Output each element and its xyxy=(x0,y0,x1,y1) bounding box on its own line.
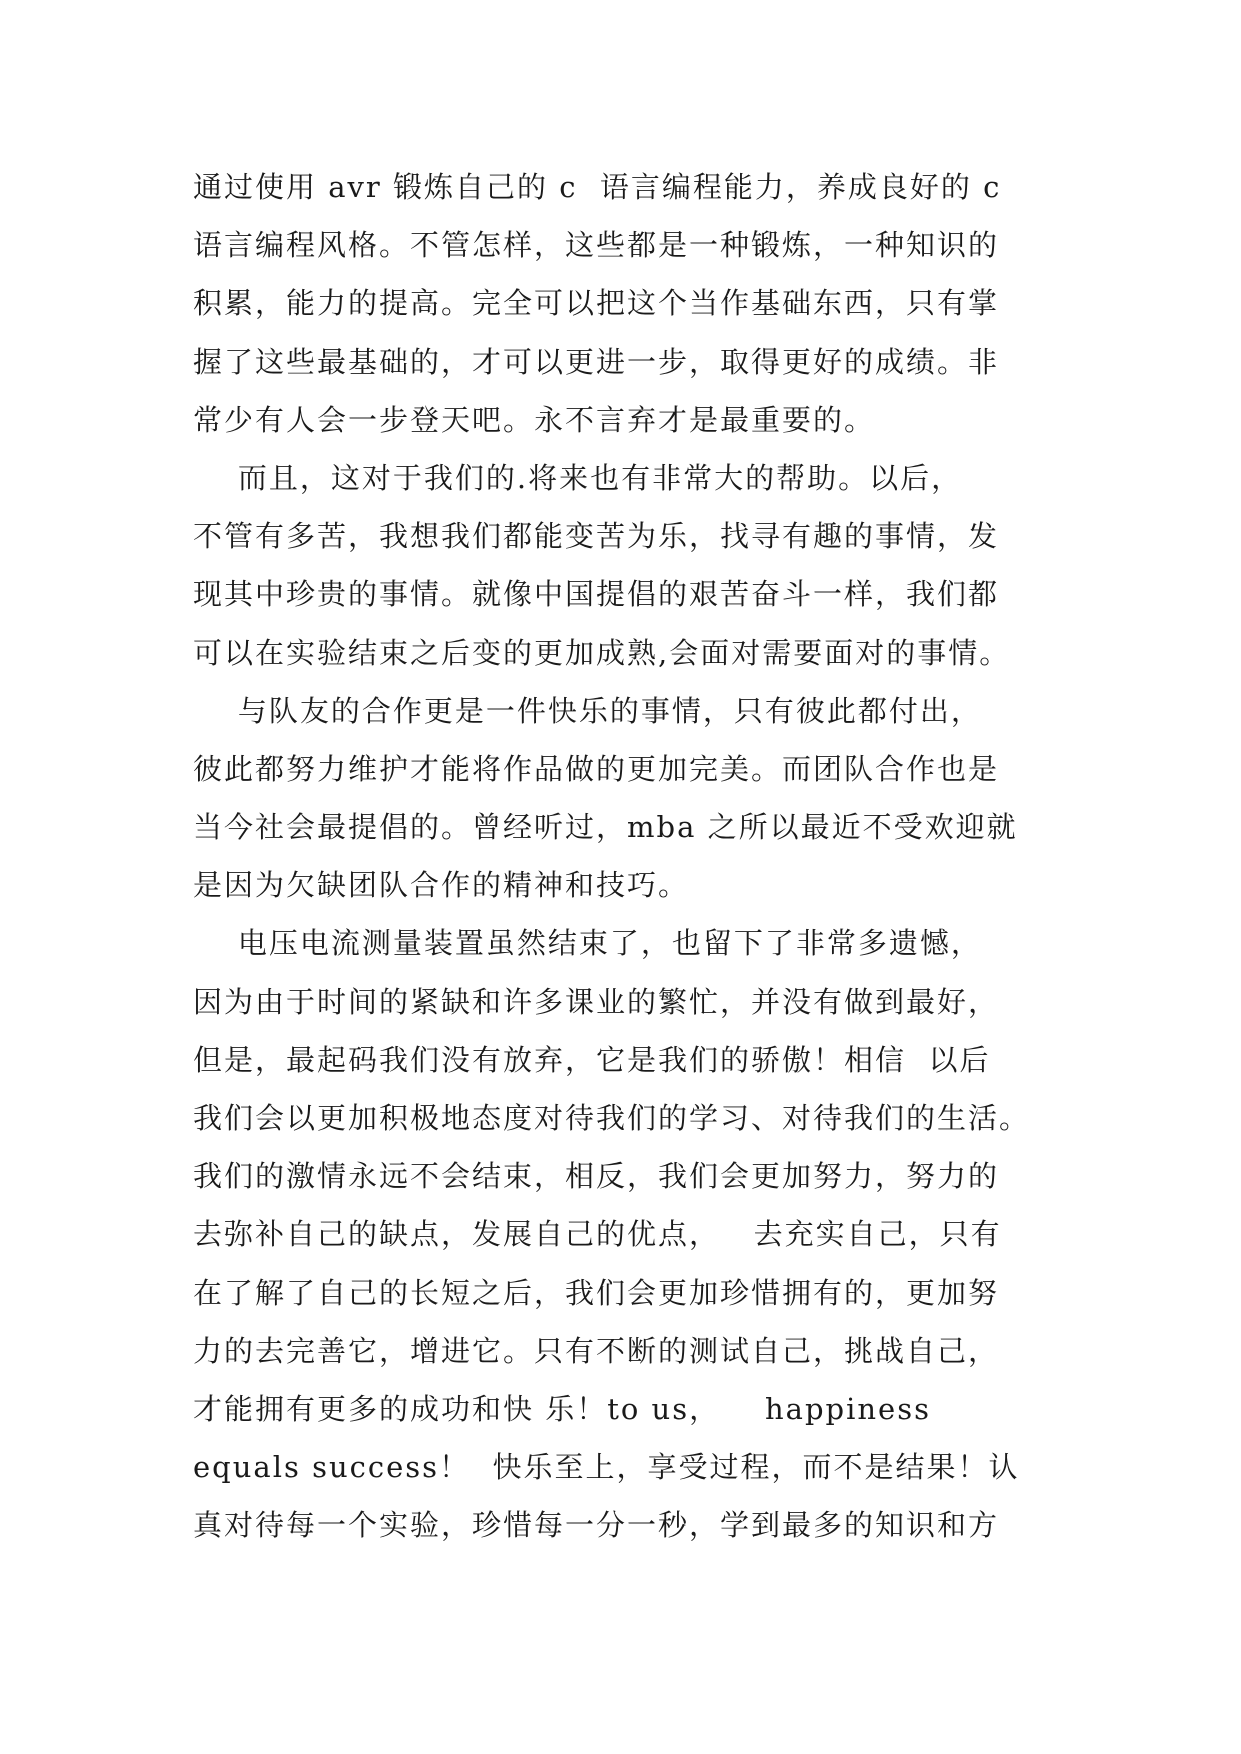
text-line: 去弥补自己的缺点，发展自己的优点， 去充实自己，只有 xyxy=(193,1217,1002,1252)
text-line: 语言编程风格。不管怎样，这些都是一种锻炼，一种知识的 xyxy=(193,228,1000,263)
text-line: 常少有人会一步登天吧。永不言弃才是最重要的。 xyxy=(193,402,876,437)
text-line: 可以在实验结束之后变的更加成熟,会面对需要面对的事情。 xyxy=(193,635,1011,670)
text-line: 积累，能力的提高。完全可以把这个当作基础东西，只有掌 xyxy=(193,286,1000,321)
text-line: 而且，这对于我们的.将来也有非常大的帮助。以后， xyxy=(193,460,963,495)
text-line: 与队友的合作更是一件快乐的事情，只有彼此都付出， xyxy=(193,693,982,728)
text-line: 握了这些最基础的，才可以更进一步，取得更好的成绩。非 xyxy=(193,344,1000,379)
text-line: 但是，最起码我们没有放弃，它是我们的骄傲！相信 以后 xyxy=(193,1042,991,1077)
text-line: 因为由于时间的紧缺和许多课业的繁忙，并没有做到最好， xyxy=(193,984,1000,1019)
body-text xyxy=(193,158,1063,1555)
text-line: 在了解了自己的长短之后，我们会更加珍惜拥有的，更加努 xyxy=(193,1275,1000,1310)
text-line: 通过使用 avr 锻炼自己的 c 语言编程能力，养成良好的 c xyxy=(193,170,1002,204)
text-line: 是因为欠缺团队合作的精神和技巧。 xyxy=(193,868,690,903)
text-line: 电压电流测量装置虽然结束了，也留下了非常多遗憾， xyxy=(193,926,982,961)
text-line: 力的去完善它，增进它。只有不断的测试自己，挑战自己， xyxy=(193,1333,1000,1368)
text-line: 彼此都努力维护才能将作品做的更加完美。而团队合作也是 xyxy=(193,751,1000,786)
text-line: 不管有多苦，我想我们都能变苦为乐，找寻有趣的事情，发 xyxy=(193,519,1000,554)
text-line: 真对待每一个实验，珍惜每一分一秒，学到最多的知识和方 xyxy=(193,1508,1000,1543)
text-line: equals success！ 快乐至上，享受过程，而不是结果！认 xyxy=(193,1450,1020,1485)
text-line: 才能拥有更多的成功和快 乐！to us， happiness xyxy=(193,1391,931,1426)
text-line: 我们的激情永远不会结束，相反，我们会更加努力，努力的 xyxy=(193,1159,1000,1194)
text-line: 现其中珍贵的事情。就像中国提倡的艰苦奋斗一样，我们都 xyxy=(193,577,1000,612)
text-line: 我们会以更加积极地态度对待我们的学习、对待我们的生活。 xyxy=(193,1101,1031,1135)
text-line: 当今社会最提倡的。曾经听过，mba 之所以最近不受欢迎就 xyxy=(193,810,1018,845)
